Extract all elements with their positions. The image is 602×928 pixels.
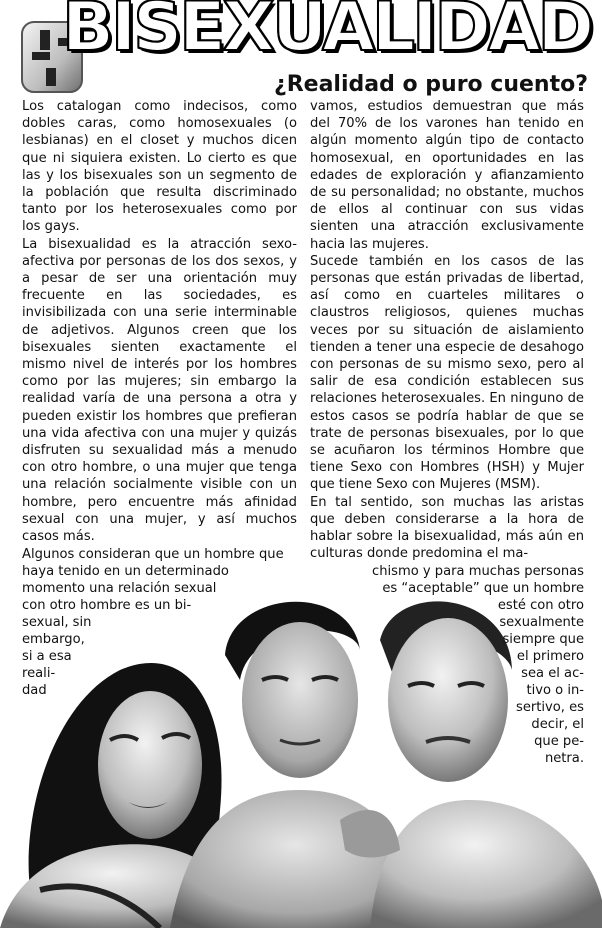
page-title: BISEXUALIDAD xyxy=(62,0,591,67)
man-middle-face xyxy=(242,622,358,778)
wrap-line: es “aceptable” que un hombre xyxy=(382,581,584,596)
paragraph: La bisexualidad es la atracción sexo-afectiva por personas de los dos sexos, y a pesar de ser una orientación muy frecuente en las sociedades, es invisibilizada con una serie interminable de adjetivos. Algunos creen que los bisexuales sienten exactamente el mismo nivel de interés por los hombres como por las mujeres; sin embargo la realidad varía de una persona a otra y pueden existir los hombres que prefieran una vida afectiva con una mujer y quizás disfruten su sexualidad más a menudo con otro hombre, o una mujer que tenga una relación socialmente visible con un hombre, pero encuentre más afinidad sexual con una mujer, y así muchos casos más. xyxy=(22,236,297,545)
paragraph: Los catalogan como indecisos, como dobles caras, como homosexuales (o lesbianas) en el closet y muchos dicen que ni siquiera existen. Lo cierto es que las y los bisexuales son un segmento de la población que resulta discriminado tanto por los heterosexuales como por los gays. xyxy=(22,99,297,235)
wrap-line: chismo y para muchas personas xyxy=(372,564,584,579)
page-subtitle: ¿Realidad o puro cuento? xyxy=(273,72,588,97)
woman-face xyxy=(98,691,202,839)
right-column xyxy=(310,98,584,562)
wrap-line: momento una relación sexual xyxy=(22,581,217,596)
left-column xyxy=(22,98,297,545)
wrap-line: Algunos consideran que un hombre que xyxy=(22,547,284,562)
wrap-line: sexualmente xyxy=(499,615,584,630)
wrap-line: que pe- xyxy=(534,734,584,749)
wrap-line: embargo, xyxy=(22,632,85,647)
paragraph: vamos, estudios demuestran que más del 70% de los varones han tenido en algún momento algún tipo de contacto homosexual, en oportunidades en las edades de exploración y afianzamiento de su personalidad; no obstante, muchos de ellos al continuar con sus vidas sienten una atracción exclusivamente hacia las mujeres. xyxy=(310,99,584,252)
man-right-face xyxy=(388,618,508,782)
wrap-line: decir, el xyxy=(531,717,584,732)
hand-on-chest xyxy=(340,810,400,858)
paragraph: Sucede también en los casos de las personas que están privadas de libertad, así como en cuarteles militares o claustros religiosos, quienes muchas veces por su situación de aislamiento tienden a tener una especie de desahogo con personas de su mismo sexo, pero al salir de esa condición establecen sus relaciones heterosexuales. En ninguno de estos casos se podría hablar de que se trate de personas bisexuales, por lo que se acuñaron los términos Hombre que tiene Sexo con Hombres (HSH) y Mujer que tiene Sexo con Mujeres (MSM). xyxy=(310,253,584,493)
wrap-line: siempre que xyxy=(502,632,584,647)
man-right-torso xyxy=(370,800,602,928)
paragraph: En tal sentido, son muchas las aristas que deben considerarse a la hora de hablar sobre la bisexualidad, más aún en culturas donde predomina el ma- xyxy=(310,494,584,562)
wrap-line: el primero xyxy=(516,649,584,664)
wrap-line: sexual, sin xyxy=(22,615,92,630)
wrap-line: sea el ac- xyxy=(521,666,584,681)
wrap-line: haya tenido en un determinado xyxy=(22,564,229,579)
header xyxy=(0,0,602,100)
wrap-line: si a esa xyxy=(22,649,72,664)
wrap-line: netra. xyxy=(544,751,584,766)
wrap-line: tivo o in- xyxy=(526,683,584,698)
wrap-line: sertivo, es xyxy=(516,700,584,715)
wrap-line: reali- xyxy=(22,666,56,681)
wrap-line: dad xyxy=(22,683,47,698)
wrap-line: esté con otro xyxy=(497,598,584,613)
wrap-line: con otro hombre es un bi- xyxy=(22,598,192,613)
